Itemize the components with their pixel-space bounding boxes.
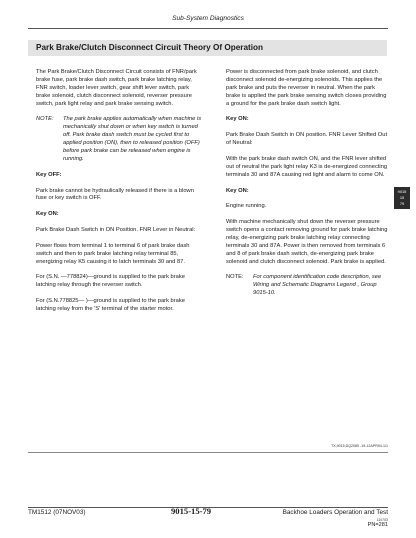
footer-manual-title: Backhoe Loaders Operation and Test [282,509,388,516]
footer-manual-id: TM1512 (07NOV03) [28,509,86,516]
paragraph: With machine mechanically shut down the reverser pressure switch opens a contact removing ground for park brake latching relay, de-energizing park brake latching relay connecting terminals 30 and 87A. Power is then removed from terminals 6 and 8 of park brake dash switch, de-energizing park brake solenoid and clutch disconnect solenoid. Park brake is applied. [226,219,388,265]
page-header [28,12,388,29]
paragraph: With the park brake dash switch ON, and the FNR lever shifted out of neutral the park light relay K3 is de-energized connecting terminals 30 and 87A causing red light and alarm to come ON. [226,155,388,178]
paragraph: Power flows from terminal 1 to terminal 6 of park brake dash switch and then to park brake latching relay terminal 85, energizing relay K5 causing it to latch terminals 30 and 87. [36,242,190,265]
footer-page-number: 9015-15-79 [171,506,212,516]
paragraph: For (S.N. —778824)—ground is supplied to the park brake latching relay through the reverser switch. [36,274,185,289]
subheading: Key ON: [226,116,249,123]
footer-pn: PN=281 [367,522,388,528]
note-label: NOTE: [36,116,54,123]
paragraph: Engine running. [226,203,267,210]
paragraph: Park brake cannot be hydraulically released if there is a blown fuse or key switch is OFF. [36,187,194,202]
page-title: Park Brake/Clutch Disconnect Circuit Theory Of Operation [36,43,264,52]
paragraph: Power is disconnected from park brake solenoid, and clutch disconnect solenoid de-energizing solenoids. This applies the park brake and puts the reverser in neutral. When the park brake is applied the park brake sensing switch closes providing a ground for the park brake dash switch light. [226,69,387,107]
section-title: Sub-System Diagnostics [172,15,244,22]
note-text: For component identification code description, see Wiring and Schematic Diagrams Legend , Group 9015-10. [253,274,382,297]
right-column [226,69,388,306]
footer-date-code: 110703 [376,518,388,522]
side-tab-line: 9015 [397,189,407,194]
note-label: NOTE: [226,274,244,281]
paragraph: The Park Brake/Clutch Disconnect Circuit consists of FNR/park brake fuse, park brake dash switch, park brake latching relay, FNR switch, loader lever switch, gear shift lever switch, park brake solenoid, clutch disconnect solenoid, reverser pressure switch, park light relay and park brake sensing switch. [36,69,197,107]
note [36,116,203,163]
paragraph: Park Brake Dash Switch in ON position. FNR Lever Shifted Out of Neutral: [226,132,388,147]
paragraph: Park Brake Dash Switch in ON Position. FNR Lever in Neutral: [36,227,196,234]
reference-code: TX,9015,DQ2085 -19-12APR94-1/1 [331,444,388,448]
side-tab-line: 79 [399,201,405,206]
subheading: Key OFF: [36,171,62,178]
left-column [36,69,203,322]
paragraph: For (S.N.778825— )—ground is supplied to the park brake latching relay from the 'S' terminal of the starter motor. [36,298,185,313]
side-tab [394,187,410,209]
subheading: Key ON: [36,211,59,218]
divider [28,452,388,453]
note [226,274,388,298]
side-tab-line: 15 [399,195,405,200]
note-text: The park brake applies automatically when machine is mechanically shut down or when key switch is turned off. Park brake dash switch must be cycled first to applied position (ON), then to released position (OFF) before park brake can be released when engine is running. [63,116,202,162]
subheading: Key ON: [226,187,249,194]
